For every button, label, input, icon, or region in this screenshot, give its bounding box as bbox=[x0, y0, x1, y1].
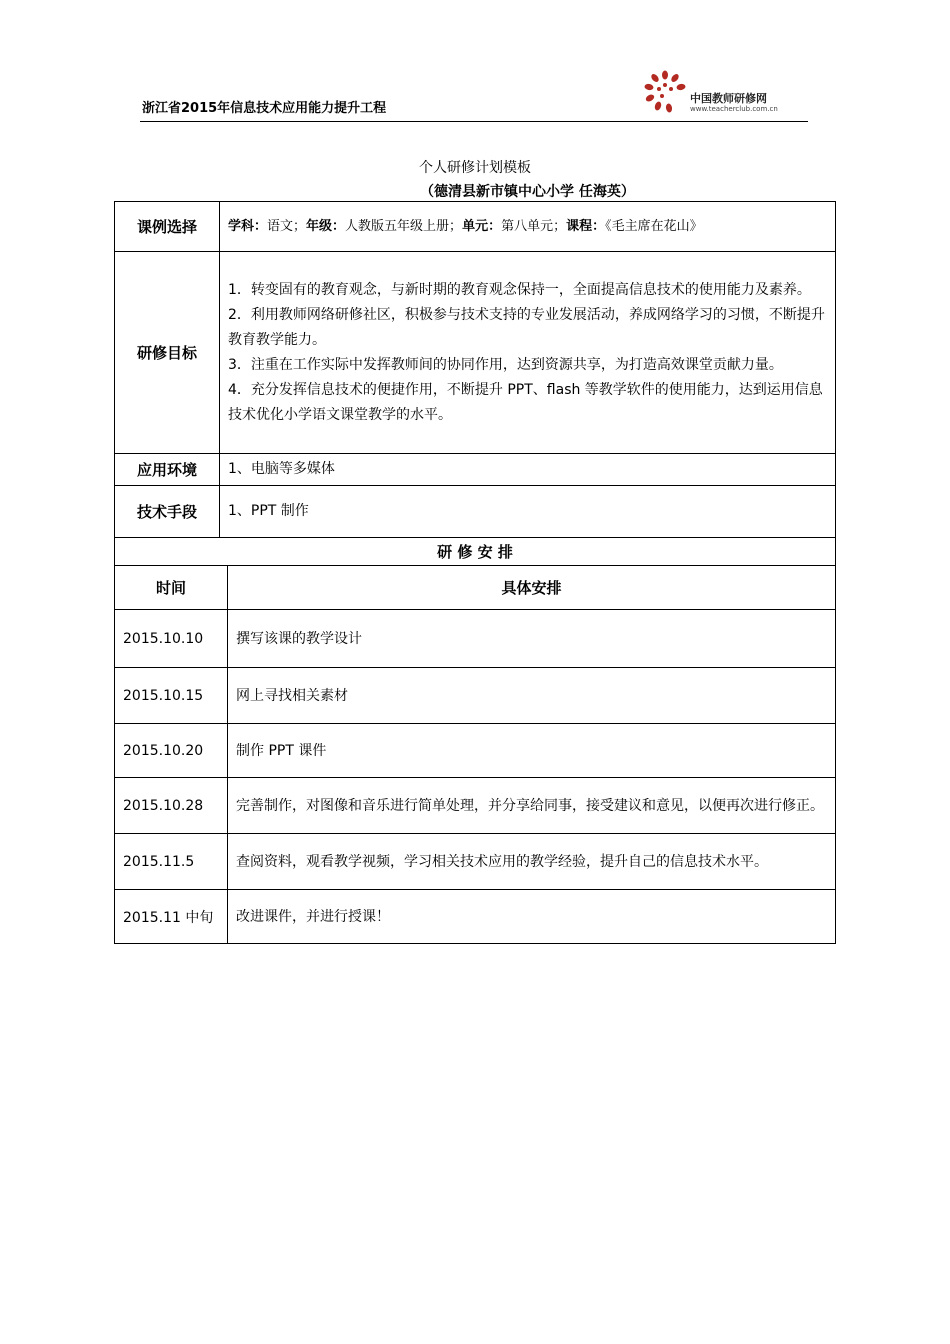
goal-item: 4．充分发挥信息技术的便捷作用，不断提升 PPT、flash 等教学软件的使用能力，达到运用信息技术优化小学语文课堂教学的水平。 bbox=[228, 381, 823, 423]
unit-key: 单元： bbox=[462, 219, 502, 234]
technique-value: 1、PPT 制作 bbox=[220, 486, 836, 538]
goal-item: 1．转变固有的教育观念，与新时期的教育观念保持一，全面提高信息技术的使用能力及素养。 bbox=[228, 281, 811, 298]
goal-item: 2．利用教师网络研修社区，积极参与技术支持的专业发展活动，养成网络学习的习惯，不断提升教育教学能力。 bbox=[228, 306, 825, 348]
course-row bbox=[115, 202, 836, 252]
plan-table bbox=[114, 201, 836, 538]
grade-value: 人教版五年级上册； bbox=[345, 219, 463, 234]
schedule-section-title: 研 修 安 排 bbox=[115, 538, 836, 566]
schedule-date: 2015.10.28 bbox=[115, 778, 228, 834]
environment-label: 应用环境 bbox=[115, 454, 220, 486]
goal-item: 3．注重在工作实际中发挥教师间的协同作用，达到资源共享，为打造高效课堂贡献力量。 bbox=[228, 356, 783, 373]
environment-row bbox=[115, 454, 836, 486]
teacherclub-logo bbox=[642, 68, 792, 116]
subject-key: 学科： bbox=[228, 219, 268, 234]
course-label: 课例选择 bbox=[115, 202, 220, 252]
schedule-detail: 撰写该课的教学设计 bbox=[228, 610, 836, 668]
lesson-value: 《毛主席在花山》 bbox=[605, 219, 703, 234]
goals-row bbox=[115, 252, 836, 454]
schedule-header-row bbox=[115, 566, 836, 610]
schedule-section-row bbox=[115, 538, 836, 566]
logo-name: 中国教师研修网 bbox=[690, 92, 767, 105]
grade-key: 年级： bbox=[306, 219, 346, 234]
goals-value bbox=[220, 252, 836, 454]
schedule-date: 2015.10.15 bbox=[115, 668, 228, 724]
schedule-detail: 网上寻找相关素材 bbox=[228, 668, 836, 724]
subject-value: 语文； bbox=[267, 219, 307, 234]
schedule-row bbox=[115, 668, 836, 724]
schedule-row bbox=[115, 890, 836, 944]
course-value bbox=[220, 202, 836, 252]
lesson-key: 课程： bbox=[566, 219, 606, 234]
detail-column-header: 具体安排 bbox=[228, 566, 836, 610]
schedule-row bbox=[115, 778, 836, 834]
document-title: 个人研修计划模板 bbox=[419, 160, 531, 176]
schedule-date: 2015.10.10 bbox=[115, 610, 228, 668]
schedule-row bbox=[115, 834, 836, 890]
unit-value: 第八单元； bbox=[501, 219, 567, 234]
document-subtitle: （德清县新市镇中心小学 任海英） bbox=[420, 184, 635, 200]
schedule-date: 2015.11 中旬 bbox=[115, 890, 228, 944]
header-divider bbox=[140, 121, 808, 122]
logo-flower-icon bbox=[642, 68, 688, 114]
schedule-row bbox=[115, 610, 836, 668]
schedule-detail: 查阅资料，观看教学视频，学习相关技术应用的教学经验，提升自己的信息技术水平。 bbox=[228, 834, 836, 890]
schedule-detail: 制作 PPT 课件 bbox=[228, 724, 836, 778]
logo-url: www.teacherclub.com.cn bbox=[690, 105, 778, 113]
time-column-header: 时间 bbox=[115, 566, 228, 610]
page-header bbox=[140, 66, 808, 122]
schedule-date: 2015.11.5 bbox=[115, 834, 228, 890]
schedule-row bbox=[115, 724, 836, 778]
schedule-detail: 改进课件，并进行授课！ bbox=[228, 890, 836, 944]
technique-label: 技术手段 bbox=[115, 486, 220, 538]
goals-label: 研修目标 bbox=[115, 252, 220, 454]
environment-value: 1、电脑等多媒体 bbox=[220, 454, 836, 486]
schedule-date: 2015.10.20 bbox=[115, 724, 228, 778]
schedule-detail: 完善制作，对图像和音乐进行简单处理，并分享给同事，接受建议和意见，以便再次进行修正。 bbox=[228, 778, 836, 834]
project-title: 浙江省2015年信息技术应用能力提升工程 bbox=[142, 101, 387, 116]
technique-row bbox=[115, 486, 836, 538]
schedule-table bbox=[114, 537, 836, 944]
